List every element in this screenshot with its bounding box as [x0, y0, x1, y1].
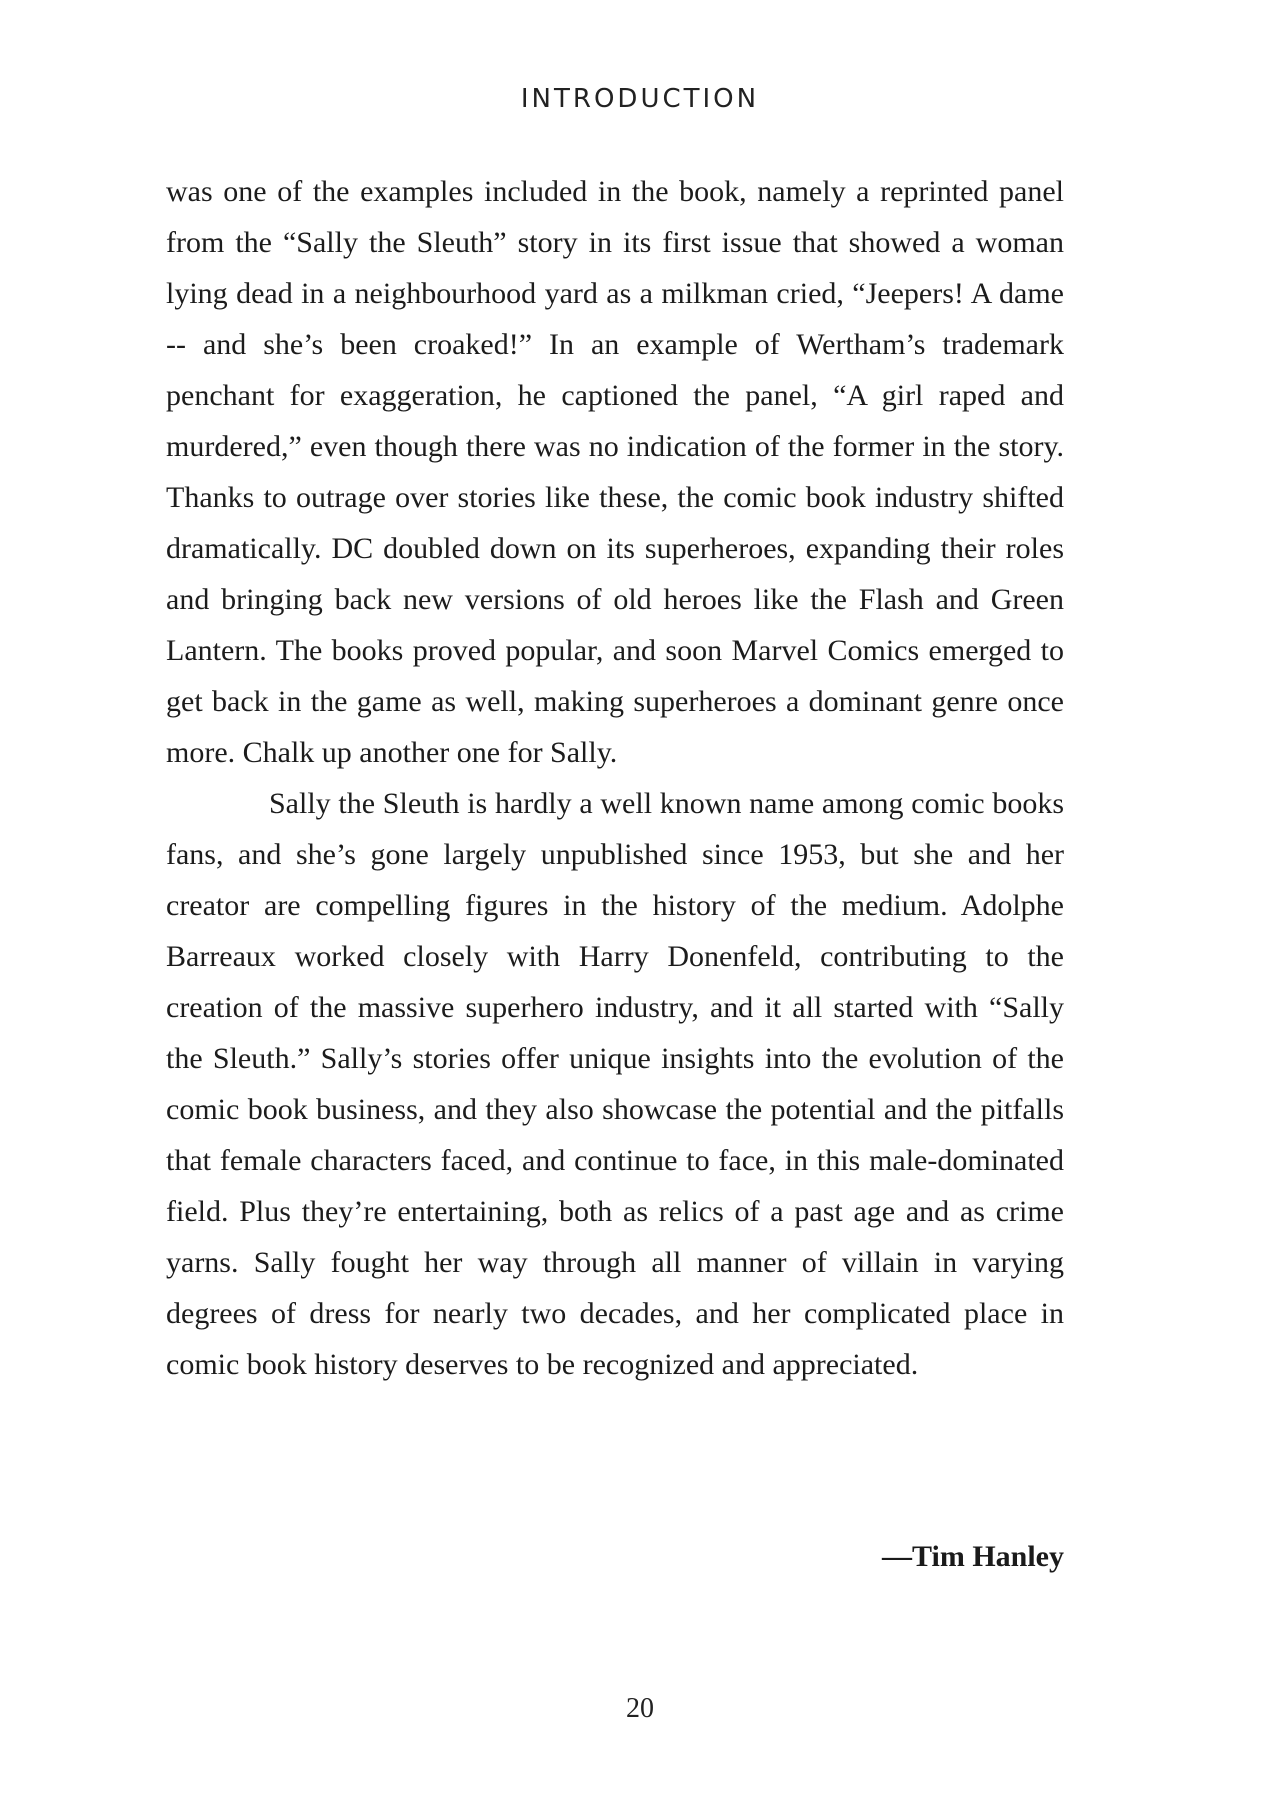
body-text — [166, 166, 1064, 1390]
paragraph-continued: was one of the examples included in the book, namely a reprinted panel from the “Sally the Sleuth” story in its first issue that showed a woman lying dead in a neighbourhood yard as a milkman cried, “Jeepers! A dame -- and she’s been croaked!” In an example of Wertham’s trademark penchant for exaggeration, he captioned the panel, “A girl raped and murdered,” even though there was no indication of the former in the story. Thanks to outrage over stories like these, the comic book industry shifted dramatically. DC doubled down on its superheroes, expanding their roles and bringing back new versions of old heroes like the Flash and Green Lantern. The books proved popular, and soon Marvel Comics emerged to get back in the game as well, making superheroes a dominant genre once more. Chalk up another one for Sally. — [166, 175, 1064, 769]
page-number: 20 — [626, 1693, 654, 1724]
running-head: INTRODUCTION — [520, 84, 760, 114]
author-signature: —Tim Hanley — [882, 1540, 1064, 1573]
paragraph: Sally the Sleuth is hardly a well known name among comic books fans, and she’s gone largely unpublished since 1953, but she and her creator are compelling figures in the history of the medium. Adolphe Barreaux worked closely with Harry Donenfeld, contributing to the creation of the massive superhero industry, and it all started with “Sally the Sleuth.” Sally’s stories offer unique insights into the evolution of the comic book business, and they also showcase the potential and the pitfalls that female characters faced, and continue to face, in this male-dominated field. Plus they’re entertaining, both as relics of a past age and as crime yarns. Sally fought her way through all manner of villain in varying degrees of dress for nearly two decades, and her complicated place in comic book history deserves to be recognized and appreciated. — [166, 787, 1064, 1381]
